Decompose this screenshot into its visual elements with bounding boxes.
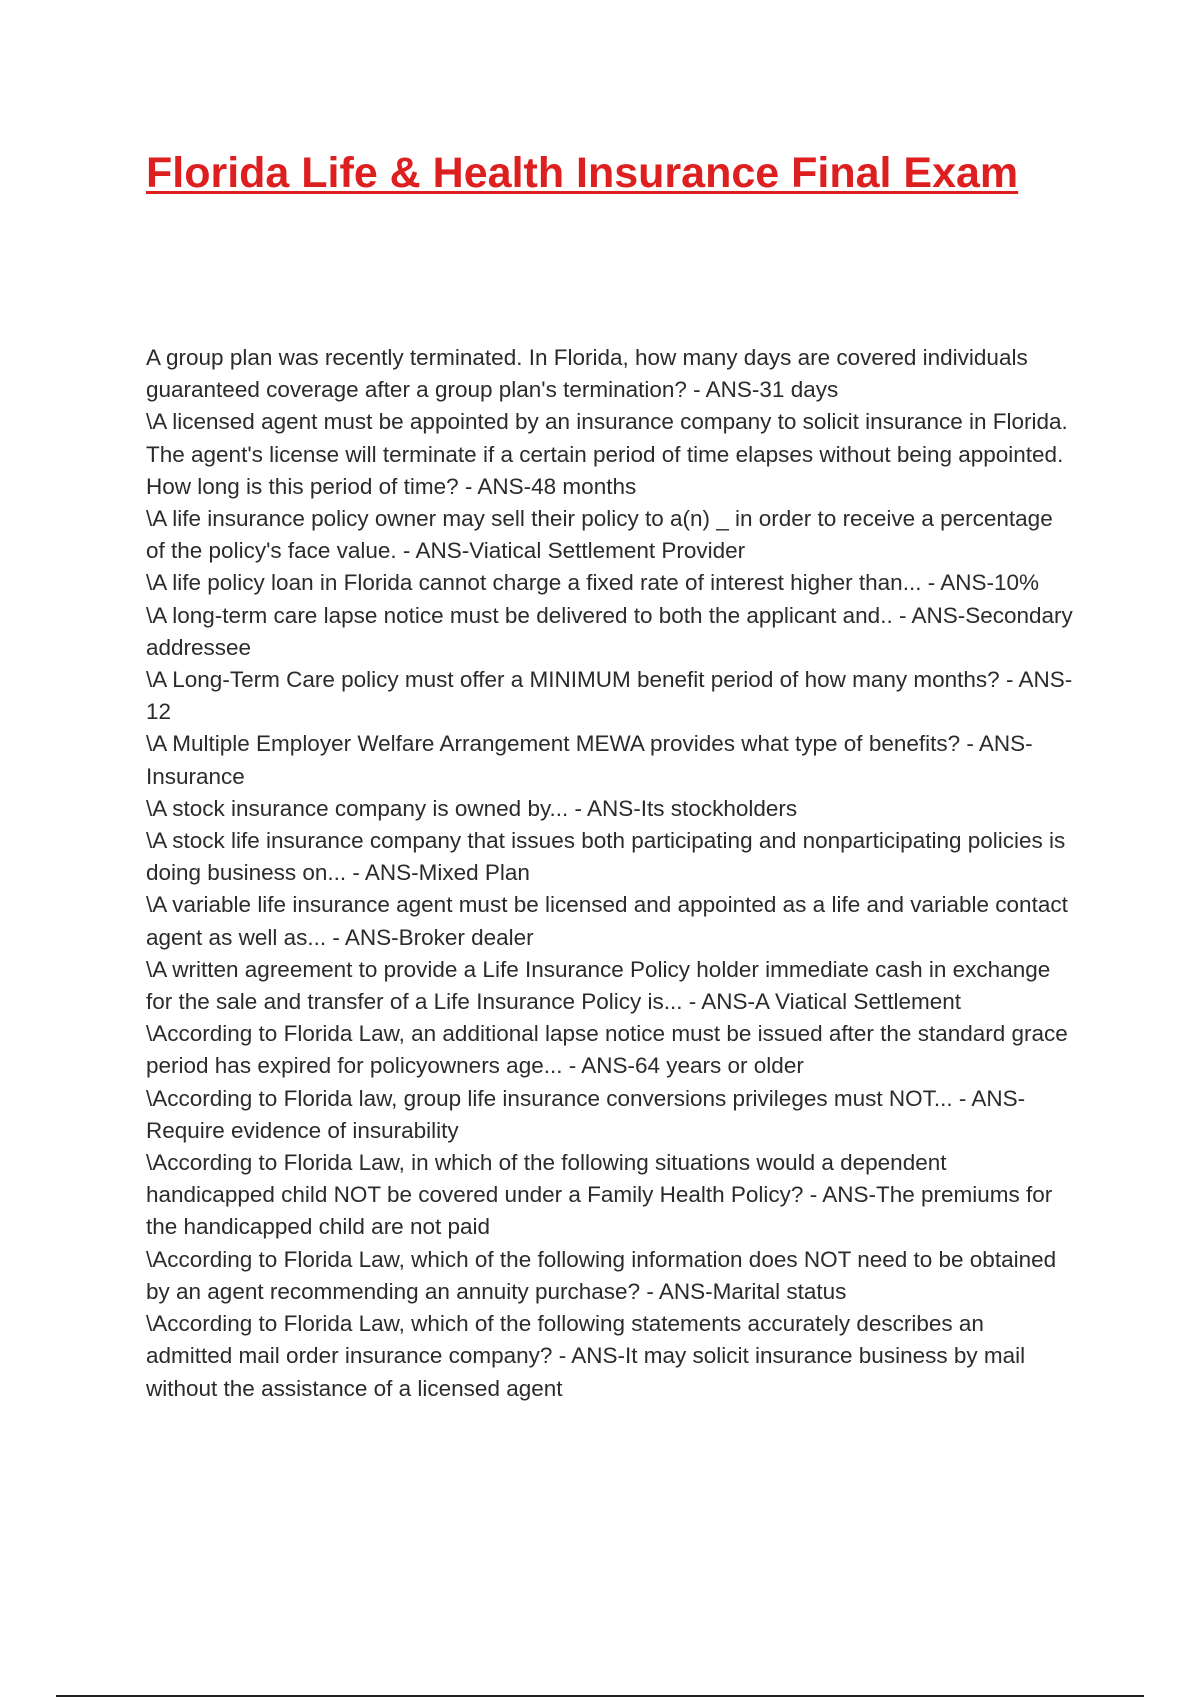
qa-entry: \A Long-Term Care policy must offer a MINIMUM benefit period of how many months? - ANS-12 <box>146 667 1073 725</box>
qa-entry: \A variable life insurance agent must be licensed and appointed as a life and variable contact agent as well as... - ANS-Broker dealer <box>146 892 1068 950</box>
qa-entry: \According to Florida Law, an additional lapse notice must be issued after the standard grace period has expired for policyowners age... - ANS-64 years or older <box>146 1021 1068 1079</box>
qa-entry: A group plan was recently terminated. In Florida, how many days are covered individuals guaranteed coverage after a group plan's termination? - ANS-31 days <box>146 345 1028 403</box>
qa-entry: \A Multiple Employer Welfare Arrangement MEWA provides what type of benefits? - ANS-Insurance <box>146 731 1033 789</box>
qa-entry: \According to Florida law, group life insurance conversions privileges must NOT... - ANS-Require evidence of insurability <box>146 1085 1026 1143</box>
qa-entry: \According to Florida Law, which of the following information does NOT need to be obtained by an agent recommending an annuity purchase? - ANS-Marital status <box>146 1246 1057 1304</box>
qa-entry: \A stock insurance company is owned by... - ANS-Its stockholders <box>146 795 798 821</box>
qa-entry: \A long-term care lapse notice must be delivered to both the applicant and.. - ANS-Secondary addressee <box>146 602 1073 660</box>
qa-entry: \A written agreement to provide a Life Insurance Policy holder immediate cash in exchange for the sale and transfer of a Life Insurance Policy is... - ANS-A Viatical Settlement <box>146 956 1051 1015</box>
qa-entry: \A life insurance policy owner may sell their policy to a(n) _ in order to receive a percentage of the policy's face value. - ANS-Viatical Settlement Provider <box>146 506 1053 564</box>
qa-entry: \A life policy loan in Florida cannot charge a fixed rate of interest higher than... - ANS-10% <box>146 570 1039 596</box>
qa-entry: \According to Florida Law, which of the following statements accurately describes an admitted mail order insurance company? - ANS-It may solicit insurance business by mail without the assistance of a licensed agent <box>146 1311 1026 1401</box>
page-bottom-divider <box>56 1695 1144 1697</box>
qa-entry: \A stock life insurance company that issues both participating and nonparticipating policies is doing business on... - ANS-Mixed Plan <box>146 828 1066 886</box>
qa-list <box>146 342 1076 1405</box>
document-title: Florida Life & Health Insurance Final Exam <box>146 149 1019 197</box>
qa-entry: \According to Florida Law, in which of the following situations would a dependent handicapped child NOT be covered under a Family Health Policy? - ANS-The premiums for the handicapped child are not paid <box>146 1150 1053 1240</box>
qa-entry: \A licensed agent must be appointed by an insurance company to solicit insurance in Florida. The agent's license will terminate if a certain period of time elapses without being appointed. How long is this period of time? - ANS-48 months <box>146 409 1068 499</box>
